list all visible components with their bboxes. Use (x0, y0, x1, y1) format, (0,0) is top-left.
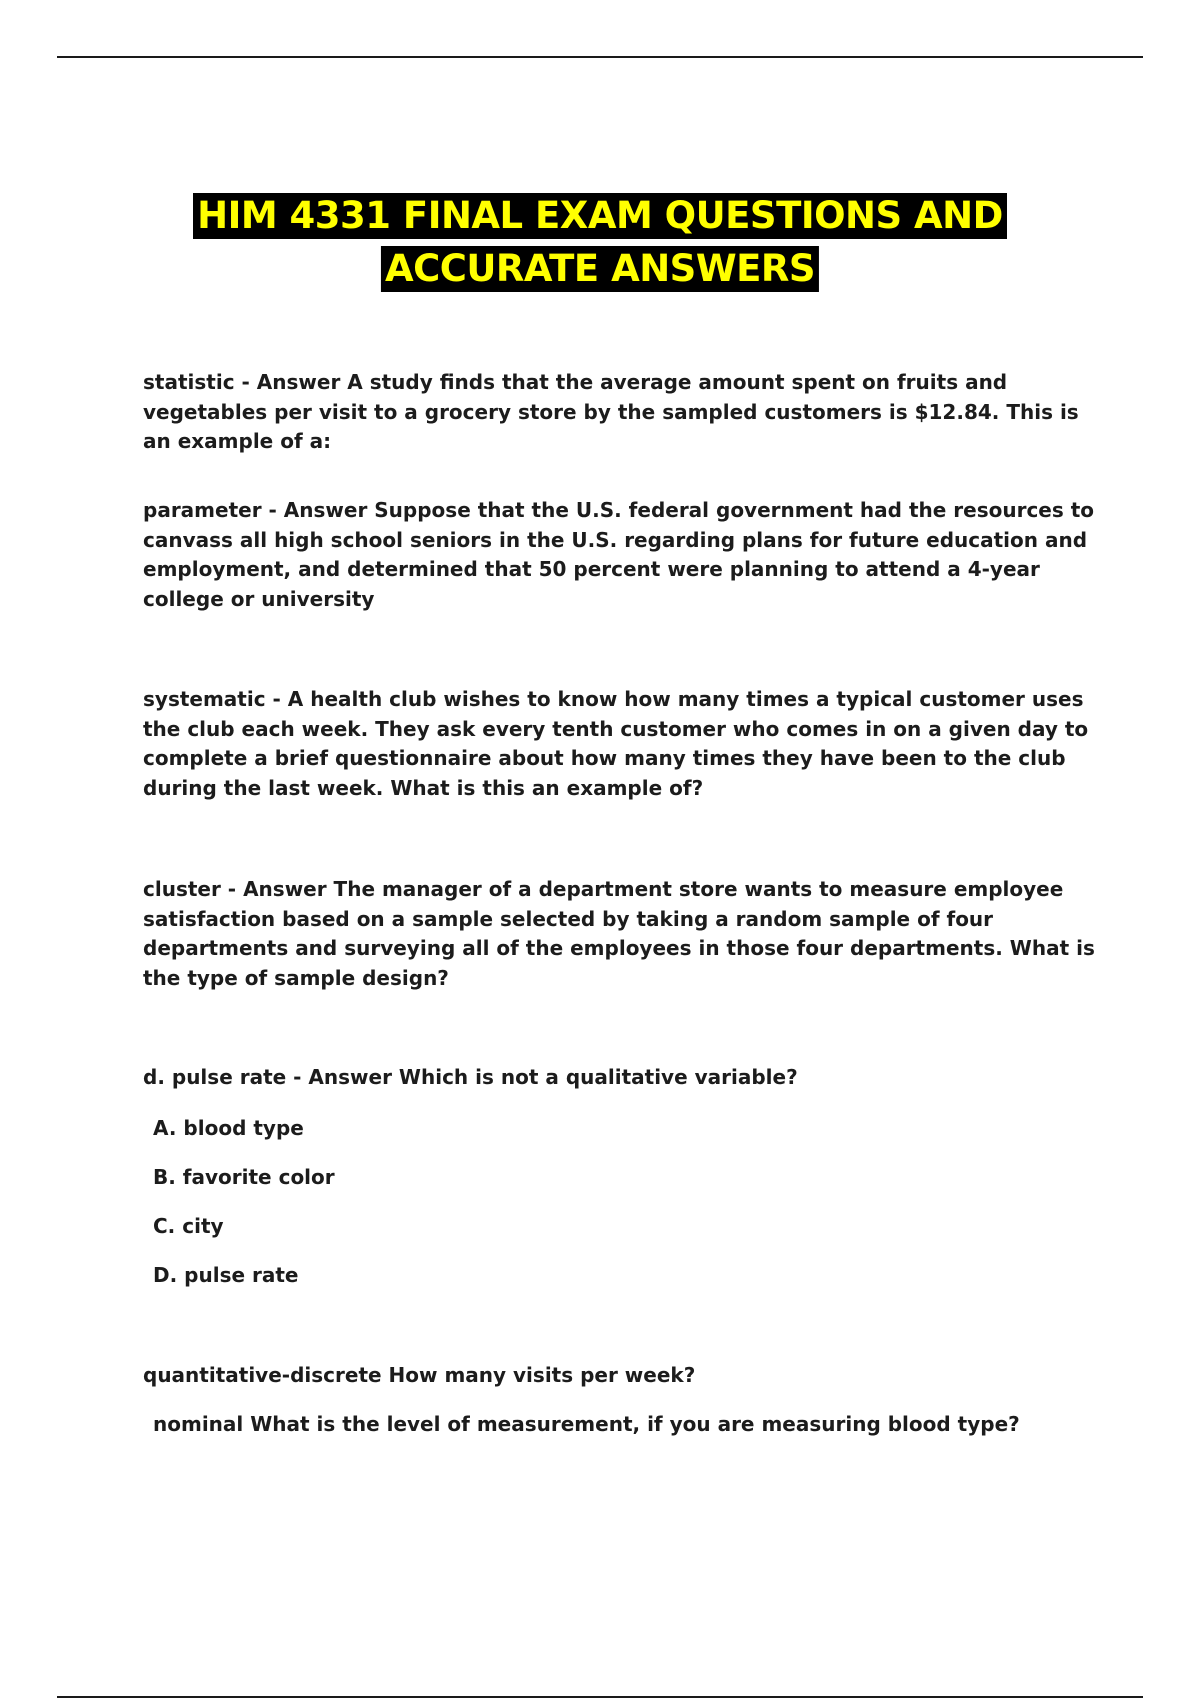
qa-item-pulse-rate: d. pulse rate - Answer Which is not a qualitative variable? (143, 1065, 798, 1089)
document-title (0, 193, 1200, 290)
qa-item-systematic: systematic - A health club wishes to know how many times a typical customer uses the club each week. They ask every tenth customer who comes in on a given day to complete a brief questionnaire about how many times they have been to the club during the last week. What is this an example of? (143, 687, 1089, 800)
option-d: D. pulse rate (153, 1263, 299, 1287)
qa-item-blood-type-level: nominal What is the level of measurement, if you are measuring blood type? (153, 1412, 1020, 1436)
qa-item-cluster: cluster - Answer The manager of a department store wants to measure employee satisfaction based on a sample selected by taking a random sample of four departments and surveying all of the employees in those four departments. What is the type of sample design? (143, 877, 1095, 990)
option-c: C. city (153, 1214, 224, 1238)
qa-item-visits-per-week: quantitative-discrete How many visits per week? (143, 1363, 696, 1387)
bottom-rule (57, 1696, 1143, 1698)
qa-item-statistic: statistic - Answer A study finds that the average amount spent on fruits and vegetables per visit to a grocery store by the sampled customers is $12.84. This is an example of a: (143, 370, 1079, 453)
option-b: B. favorite color (153, 1165, 335, 1189)
option-a: A. blood type (153, 1116, 304, 1140)
title-line-1: HIM 4331 FINAL EXAM QUESTIONS AND (193, 193, 1007, 239)
qa-item-parameter: parameter - Answer Suppose that the U.S. federal government had the resources to canvass all high school seniors in the U.S. regarding plans for future education and employment, and determined that 50 percent were planning to attend a 4-year college or university (143, 498, 1095, 611)
title-line-2: ACCURATE ANSWERS (381, 246, 819, 292)
top-rule (57, 56, 1143, 58)
